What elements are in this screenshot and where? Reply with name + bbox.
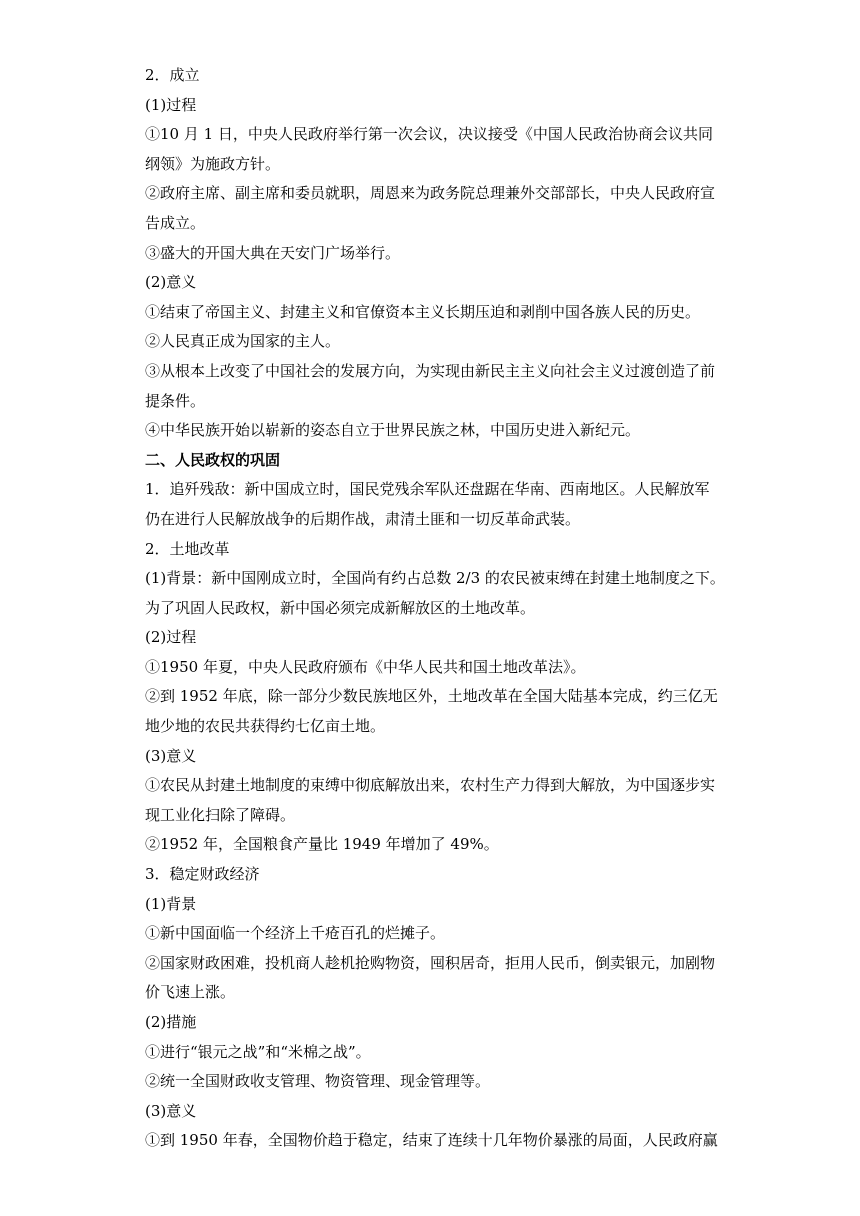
text-line: ②国家财政困难，投机商人趁机抢购物资，囤积居奇，拒用人民币，倒卖银元，加剧物 <box>145 953 716 972</box>
text-line: ①进行“银元之战”和“米棉之战”。 <box>145 1042 371 1061</box>
text-line: ①1950 年夏，中央人民政府颁布《中华人民共和国土地改革法》。 <box>145 657 586 676</box>
text-line: 2．土地改革 <box>145 539 230 558</box>
text-line: ③盛大的开国大典在天安门广场举行。 <box>145 243 401 262</box>
text-line: 提条件。 <box>145 391 206 410</box>
text-line: 仍在进行人民解放战争的后期作战，肃清土匪和一切反革命武装。 <box>145 509 581 528</box>
text-line: (1)过程 <box>145 95 197 114</box>
text-line: (3)意义 <box>145 1101 197 1120</box>
text-line: (1)背景：新中国刚成立时，全国尚有约占总数 2/3 的农民被束缚在封建土地制度之下。 <box>145 569 725 588</box>
text-line: 3．稳定财政经济 <box>145 865 260 884</box>
text-line: ②1952 年，全国粮食产量比 1949 年增加了 49%。 <box>145 835 499 854</box>
text-line: (3)意义 <box>145 746 197 765</box>
text-line: ②政府主席、副主席和委员就职，周恩来为政务院总理兼外交部部长，中央人民政府宣 <box>145 184 716 203</box>
document-body <box>145 61 725 1156</box>
text-line: ②统一全国财政收支管理、物资管理、现金管理等。 <box>145 1072 491 1091</box>
text-line: ③从根本上改变了中国社会的发展方向，为实现由新民主主义向社会主义过渡创造了前 <box>145 361 716 380</box>
text-line: 纲领》为施政方针。 <box>145 154 281 173</box>
document-page <box>145 61 725 1156</box>
text-line: (2)意义 <box>145 273 197 292</box>
text-line: (2)过程 <box>145 628 197 647</box>
text-line: ①新中国面临一个经济上千疮百孔的烂摊子。 <box>145 924 446 943</box>
text-line: 地少地的农民共获得约七亿亩土地。 <box>145 717 386 736</box>
text-line: ①结束了帝国主义、封建主义和官僚资本主义长期压迫和剥削中国各族人民的历史。 <box>145 302 701 321</box>
text-line: 1．追歼残敌：新中国成立时，国民党残余军队还盘踞在华南、西南地区。人民解放军 <box>145 480 710 499</box>
text-line: (2)措施 <box>145 1013 197 1031</box>
text-line: 为了巩固人民政权，新中国必须完成新解放区的土地改革。 <box>145 598 536 617</box>
text-line: (1)背景 <box>145 894 197 913</box>
text-line: ①10 月 1 日，中央人民政府举行第一次会议，决议接受《中国人民政治协商会议共同 <box>145 125 713 144</box>
text-line: ②人民真正成为国家的主人。 <box>145 332 341 351</box>
text-line: 2．成立 <box>145 66 200 84</box>
text-line: 现工业化扫除了障碍。 <box>145 805 296 824</box>
text-line: 告成立。 <box>145 213 206 232</box>
text-line: ①到 1950 年春，全国物价趋于稳定，结束了连续十几年物价暴涨的局面，人民政府赢 <box>145 1131 718 1150</box>
text-line: ④中华民族开始以崭新的姿态自立于世界民族之林，中国历史进入新纪元。 <box>145 421 641 440</box>
text-line: ①农民从封建土地制度的束缚中彻底解放出来，农村生产力得到大解放，为中国逐步实 <box>145 776 716 795</box>
section-heading: 二、人民政权的巩固 <box>145 450 281 469</box>
text-line: 价飞速上涨。 <box>145 983 236 1002</box>
text-line: ②到 1952 年底，除一部分少数民族地区外，土地改革在全国大陆基本完成，约三亿无 <box>145 687 718 706</box>
